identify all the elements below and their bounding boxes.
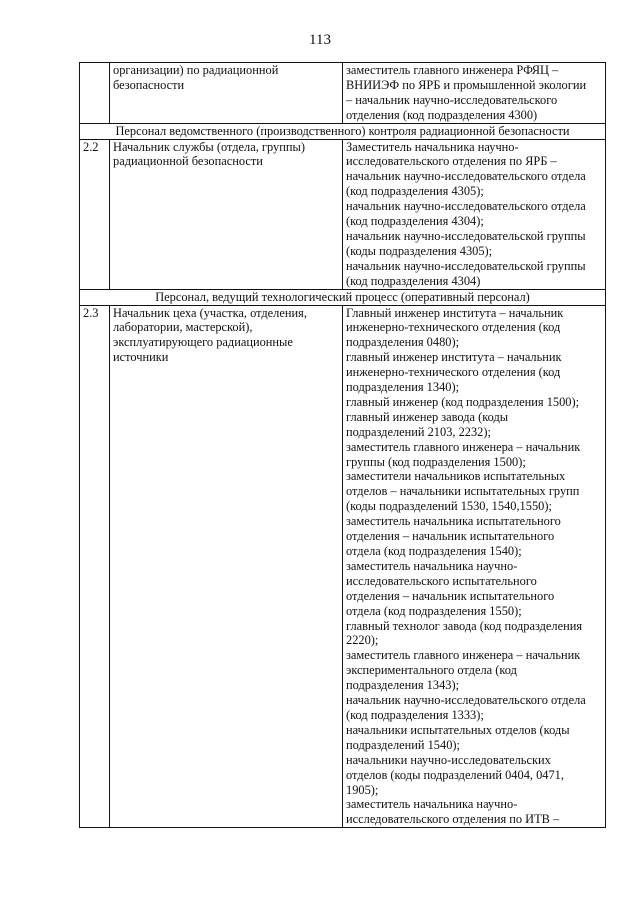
- officials-line: отделения – начальник испытательного: [346, 529, 555, 544]
- position-line: организации) по радиационной: [113, 63, 279, 77]
- section-header-row: [80, 123, 606, 139]
- officials-line: отделения – начальник испытательного: [346, 588, 555, 603]
- section-title-vedomstvenny: Персонал ведомственного (производственного) контроля радиационной безопасности: [80, 123, 606, 139]
- officials-line: начальник научно-исследовательского отдела: [346, 199, 586, 214]
- officials-line: главный инженер завода (коды: [346, 409, 509, 424]
- position-line: Начальник службы (отдела, группы): [113, 139, 305, 154]
- officials-line: заместитель начальника испытательного: [346, 514, 561, 529]
- officials-line: отделения (код подразделения 4300): [346, 107, 538, 122]
- officials-line: заместители начальников испытательных: [346, 469, 566, 484]
- officials-line: заместитель начальника научно-: [346, 558, 518, 573]
- officials-line: (код подразделения 4304): [346, 273, 481, 288]
- officials-line: заместитель начальника научно-: [346, 797, 518, 812]
- officials-line: (коды подразделений 1530, 1540,1550);: [346, 499, 552, 514]
- officials-cell: [343, 305, 606, 828]
- officials-line: подразделения 1340);: [346, 380, 460, 395]
- officials-line: (коды подразделения 4305);: [346, 243, 493, 258]
- officials-line: инженерно-технического отделения (код: [346, 365, 561, 380]
- officials-line: подразделений 2103, 2232);: [346, 424, 491, 439]
- officials-line: начальник научно-исследовательского отдела: [346, 169, 586, 184]
- officials-line: 2220);: [346, 633, 379, 648]
- table-row-2-2: [80, 139, 606, 289]
- position-cell: [110, 305, 343, 828]
- officials-line: исследовательского отделения по ИТВ –: [346, 812, 560, 827]
- officials-line: – начальник научно-исследовательского: [346, 92, 558, 107]
- officials-line: отделов (коды подразделений 0404, 0471,: [346, 767, 564, 782]
- officials-line: исследовательского отделения по ЯРБ –: [346, 154, 557, 169]
- officials-line: отделов – начальники испытательных групп: [346, 484, 580, 499]
- officials-line: главный инженер института – начальник: [346, 350, 562, 365]
- table-row-2-3: [80, 305, 606, 828]
- officials-line: экспериментального отдела (код: [346, 663, 517, 678]
- officials-line: инженерно-технического отделения (код: [346, 320, 561, 335]
- position-line: источники: [113, 350, 169, 365]
- officials-line: начальники испытательных отделов (коды: [346, 722, 570, 737]
- officials-line: заместитель главного инженера РФЯЦ –: [346, 63, 559, 77]
- table-row-continued: [80, 63, 606, 124]
- officials-line: отдела (код подразделения 1550);: [346, 603, 522, 618]
- position-line: Начальник цеха (участка, отделения,: [113, 305, 307, 320]
- row-number: 2.3: [80, 305, 110, 828]
- row-number: 2.2: [80, 139, 110, 289]
- row-number-cell: [80, 63, 110, 124]
- section-header-row: [80, 289, 606, 305]
- officials-line: главный технолог завода (код подразделения: [346, 618, 583, 633]
- position-cell: [110, 63, 343, 124]
- section-title-tech: Персонал, ведущий технологический процесс (оперативный персонал): [80, 289, 606, 305]
- officials-line: исследовательского испытательного: [346, 573, 537, 588]
- officials-line: (код подразделения 1333);: [346, 707, 484, 722]
- officials-line: начальник научно-исследовательской группы: [346, 228, 586, 243]
- position-cell: [110, 139, 343, 289]
- officials-line: начальник научно-исследовательского отдела: [346, 693, 586, 708]
- officials-line: главный инженер (код подразделения 1500);: [346, 394, 580, 409]
- officials-line: подразделений 1540);: [346, 737, 460, 752]
- officials-line: подразделения 0480);: [346, 335, 460, 350]
- officials-line: группы (код подразделения 1500);: [346, 454, 526, 469]
- officials-line: Главный инженер института – начальник: [346, 305, 564, 320]
- officials-cell: [343, 139, 606, 289]
- officials-cell: [343, 63, 606, 124]
- officials-line: ВНИИЭФ по ЯРБ и промышленной экологии: [346, 77, 587, 92]
- officials-line: (код подразделения 4304);: [346, 214, 484, 229]
- officials-line: отдела (код подразделения 1540);: [346, 544, 522, 558]
- officials-table: [79, 62, 606, 828]
- officials-line: подразделения 1343);: [346, 678, 460, 693]
- officials-line: начальник научно-исследовательской группы: [346, 258, 586, 273]
- position-line: безопасности: [113, 77, 185, 92]
- officials-line: (код подразделения 4305);: [346, 184, 484, 199]
- officials-line: 1905);: [346, 782, 379, 797]
- officials-line: заместитель главного инженера – начальник: [346, 648, 581, 663]
- position-line: радиационной безопасности: [113, 154, 263, 169]
- officials-line: начальники научно-исследовательских: [346, 752, 551, 767]
- officials-line: Заместитель начальника научно-: [346, 139, 519, 154]
- position-line: лаборатории, мастерской),: [113, 320, 253, 335]
- page-number: 113: [309, 32, 331, 48]
- officials-line: заместитель главного инженера – начальник: [346, 439, 581, 454]
- position-line: эксплуатирующего радиационные: [113, 335, 293, 350]
